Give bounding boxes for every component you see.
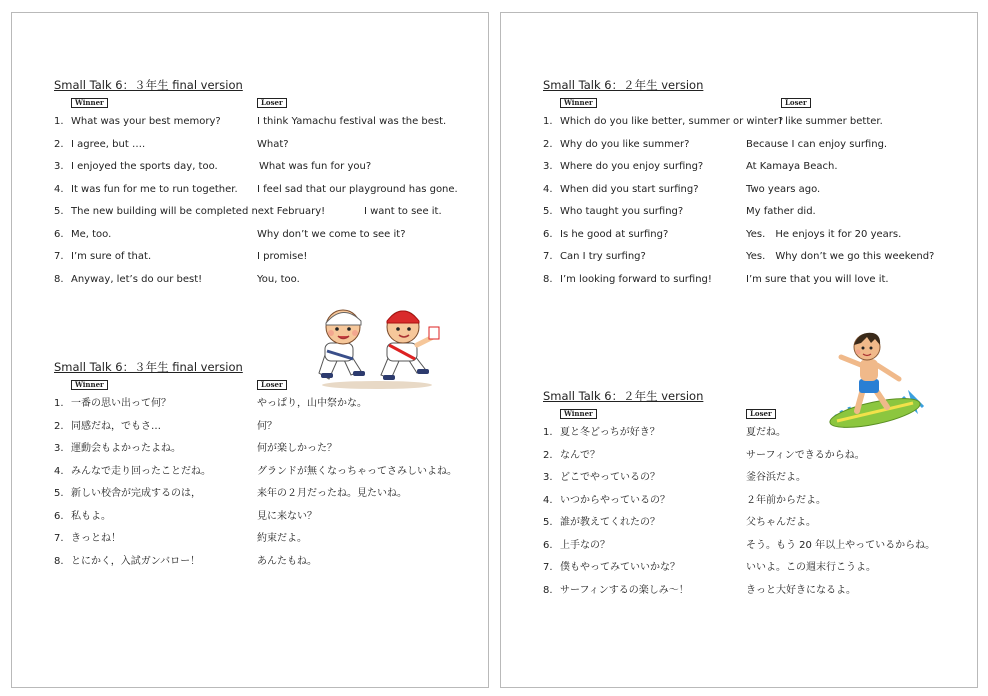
loser-line: やっぱり，山中祭かな。 xyxy=(257,398,367,409)
loser-line: サーフィンできるからね。 xyxy=(746,449,865,461)
dialogue-row xyxy=(54,532,474,555)
winner-line: 上手なの？ xyxy=(560,539,610,551)
loser-line: ２年前からだよ。 xyxy=(746,494,826,506)
loser-line: Because I can enjoy surfing. xyxy=(746,138,888,150)
dialogue-row xyxy=(54,510,474,533)
section-title: Small Talk 6：３年生 final version xyxy=(54,360,243,374)
loser-line: グランドが無くなっちゃってさみしいよね。 xyxy=(257,465,457,477)
dialogue-row xyxy=(543,584,963,607)
row-number: 3. xyxy=(54,161,64,172)
dialogue-row xyxy=(54,420,474,443)
loser-line: きっと大好きになるよ。 xyxy=(746,584,856,596)
row-number: 6. xyxy=(54,510,64,522)
loser-line: What was fun for you? xyxy=(259,161,372,172)
winner-line: きっとね！ xyxy=(71,533,121,544)
row-number: 8. xyxy=(543,273,553,285)
winner-line: What was your best memory? xyxy=(71,116,221,127)
loser-label: Loser xyxy=(257,98,287,108)
winner-line: 私もよ。 xyxy=(71,510,111,522)
winner-line: I’m sure of that. xyxy=(71,251,152,262)
winner-line: 同感だね，でもさ… xyxy=(71,420,161,432)
winner-line: I’m looking forward to surfing! xyxy=(560,273,712,285)
winner-line: Where do you enjoy surfing? xyxy=(560,161,704,172)
dialogue-row xyxy=(54,487,474,510)
winner-line: どこでやっているの？ xyxy=(560,472,660,483)
dialogue-section xyxy=(543,388,963,606)
row-number: 6. xyxy=(543,539,553,551)
dialogue-row xyxy=(54,273,474,296)
loser-line: 見に来ない？ xyxy=(257,510,317,522)
dialogue-row xyxy=(543,115,963,138)
role-header xyxy=(54,93,474,115)
dialogue-row xyxy=(543,250,963,273)
dialogue-row xyxy=(54,442,474,465)
winner-line: Why do you like summer? xyxy=(560,138,690,150)
winner-line: It was fun for me to run together. xyxy=(71,183,238,195)
row-number: 2. xyxy=(543,138,553,150)
winner-line: Who taught you surfing? xyxy=(560,206,684,217)
loser-line: Why don’t we come to see it? xyxy=(257,228,406,240)
dialogue-section xyxy=(54,359,474,577)
row-number: 4. xyxy=(543,183,553,195)
loser-line: Two years ago. xyxy=(746,183,821,195)
role-header xyxy=(543,404,963,426)
dialogue-section xyxy=(54,77,474,295)
loser-line: Yes. He enjoys it for 20 years. xyxy=(746,228,902,240)
winner-line: なんで？ xyxy=(560,449,600,461)
row-number: 1. xyxy=(543,116,553,127)
dialogue-row xyxy=(543,138,963,161)
dialogue-row xyxy=(543,205,963,228)
dialogue-row xyxy=(54,115,474,138)
winner-line: When did you start surfing? xyxy=(560,183,699,195)
winner-line: Anyway, let’s do our best! xyxy=(71,273,203,285)
row-number: 4. xyxy=(543,494,553,506)
loser-line: My father did. xyxy=(746,206,816,217)
row-number: 6. xyxy=(543,228,553,240)
dialogue-row xyxy=(543,471,963,494)
row-number: 8. xyxy=(543,584,553,596)
winner-line: I agree, but …. xyxy=(71,138,146,150)
winner-line: 夏と冬どっちが好き？ xyxy=(560,427,660,438)
row-number: 1. xyxy=(54,398,64,409)
dialogue-row xyxy=(543,494,963,517)
loser-line: I want to see it. xyxy=(364,206,442,217)
dialogue-row xyxy=(543,539,963,562)
winner-line: 一番の思い出って何？ xyxy=(71,398,171,409)
dialogue-row xyxy=(543,160,963,183)
loser-line: I’m sure that you will love it. xyxy=(746,273,889,285)
dialogue-row xyxy=(54,160,474,183)
section-title: Small Talk 6：２年生 version xyxy=(543,78,704,92)
loser-line: You, too. xyxy=(257,273,300,285)
row-number: 8. xyxy=(54,273,64,285)
row-number: 5. xyxy=(54,206,64,217)
dialogue-row xyxy=(54,205,474,228)
winner-label: Winner xyxy=(71,380,108,390)
winner-line: The new building will be completed next February! xyxy=(71,206,326,217)
row-number: 4. xyxy=(54,183,64,195)
winner-label: Winner xyxy=(560,409,597,419)
role-header xyxy=(543,93,963,115)
winner-line: サーフィンするの楽しみ～！ xyxy=(560,584,689,596)
loser-line: いいよ。この週末行こうよ。 xyxy=(746,562,876,573)
dialogue-row xyxy=(543,183,963,206)
dialogue-row xyxy=(54,465,474,488)
row-number: 7. xyxy=(543,251,553,262)
dialogue-row xyxy=(543,561,963,584)
dialogue-row xyxy=(543,449,963,472)
role-header xyxy=(54,375,474,397)
row-number: 4. xyxy=(54,465,64,477)
document-page-left xyxy=(11,12,489,688)
row-number: 3. xyxy=(543,161,553,172)
winner-line: Is he good at surfing? xyxy=(560,228,669,240)
winner-line: 僕もやってみていいかな？ xyxy=(560,562,680,573)
row-number: 8. xyxy=(54,555,64,567)
row-number: 7. xyxy=(543,562,553,573)
winner-label: Winner xyxy=(71,98,108,108)
dialogue-row xyxy=(543,426,963,449)
loser-label: Loser xyxy=(257,380,287,390)
section-title: Small Talk 6：２年生 version xyxy=(543,389,704,403)
winner-line: みんなで走り回ったことだね。 xyxy=(71,465,211,477)
row-number: 3. xyxy=(54,443,64,454)
row-number: 1. xyxy=(54,116,64,127)
loser-line: I think Yamachu festival was the best. xyxy=(257,116,447,127)
loser-line: Yes. Why don’t we go this weekend? xyxy=(746,251,935,262)
dialogue-row xyxy=(54,397,474,420)
loser-line: 約束だよ。 xyxy=(257,533,307,544)
row-number: 5. xyxy=(543,206,553,217)
loser-line: あんたもね。 xyxy=(257,555,317,567)
dialogue-row xyxy=(543,228,963,251)
loser-line: I feel sad that our playground has gone. xyxy=(257,183,458,195)
winner-line: いつからやっているの？ xyxy=(560,494,670,506)
winner-label: Winner xyxy=(560,98,597,108)
winner-line: 運動会もよかったよね。 xyxy=(71,443,181,454)
loser-line: 何が楽しかった？ xyxy=(257,443,337,454)
winner-line: Me, too. xyxy=(71,228,112,240)
dialogue-row xyxy=(543,516,963,539)
loser-label: Loser xyxy=(746,409,776,419)
winner-line: I enjoyed the sports day, too. xyxy=(71,161,218,172)
row-number: 1. xyxy=(543,427,553,438)
row-number: 2. xyxy=(54,420,64,432)
loser-line: 父ちゃんだよ。 xyxy=(746,517,816,528)
loser-line: 釜谷浜だよ。 xyxy=(746,472,806,483)
loser-line: そう。もう 20 年以上やっているからね。 xyxy=(746,539,936,551)
loser-line: 来年の２月だったね。見たいね。 xyxy=(257,488,407,499)
winner-line: Can I try surfing? xyxy=(560,251,646,262)
dialogue-row xyxy=(54,138,474,161)
dialogue-row xyxy=(54,183,474,206)
loser-line: I promise! xyxy=(257,251,308,262)
row-number: 2. xyxy=(54,138,64,150)
winner-line: とにかく，入試ガンバロー！ xyxy=(71,555,201,567)
loser-line: 夏だね。 xyxy=(746,427,786,438)
row-number: 3. xyxy=(543,472,553,483)
document-page-right xyxy=(500,12,978,688)
loser-line: What? xyxy=(257,138,289,150)
loser-line: At Kamaya Beach. xyxy=(746,161,838,172)
dialogue-section xyxy=(543,77,963,295)
row-number: 6. xyxy=(54,228,64,240)
winner-line: 新しい校舎が完成するのは， xyxy=(71,488,201,499)
row-number: 7. xyxy=(54,533,64,544)
section-title: Small Talk 6：３年生 final version xyxy=(54,78,243,92)
dialogue-row xyxy=(54,555,474,578)
row-number: 7. xyxy=(54,251,64,262)
row-number: 5. xyxy=(54,488,64,499)
dialogue-row xyxy=(54,228,474,251)
winner-line: 誰が教えてくれたの？ xyxy=(560,517,660,528)
loser-label: Loser xyxy=(781,98,811,108)
dialogue-row xyxy=(543,273,963,296)
winner-line: Which do you like better, summer or winter? xyxy=(560,116,784,127)
dialogue-row xyxy=(54,250,474,273)
loser-line: I like summer better. xyxy=(779,116,883,127)
row-number: 2. xyxy=(543,449,553,461)
loser-line: 何？ xyxy=(257,420,277,432)
row-number: 5. xyxy=(543,517,553,528)
